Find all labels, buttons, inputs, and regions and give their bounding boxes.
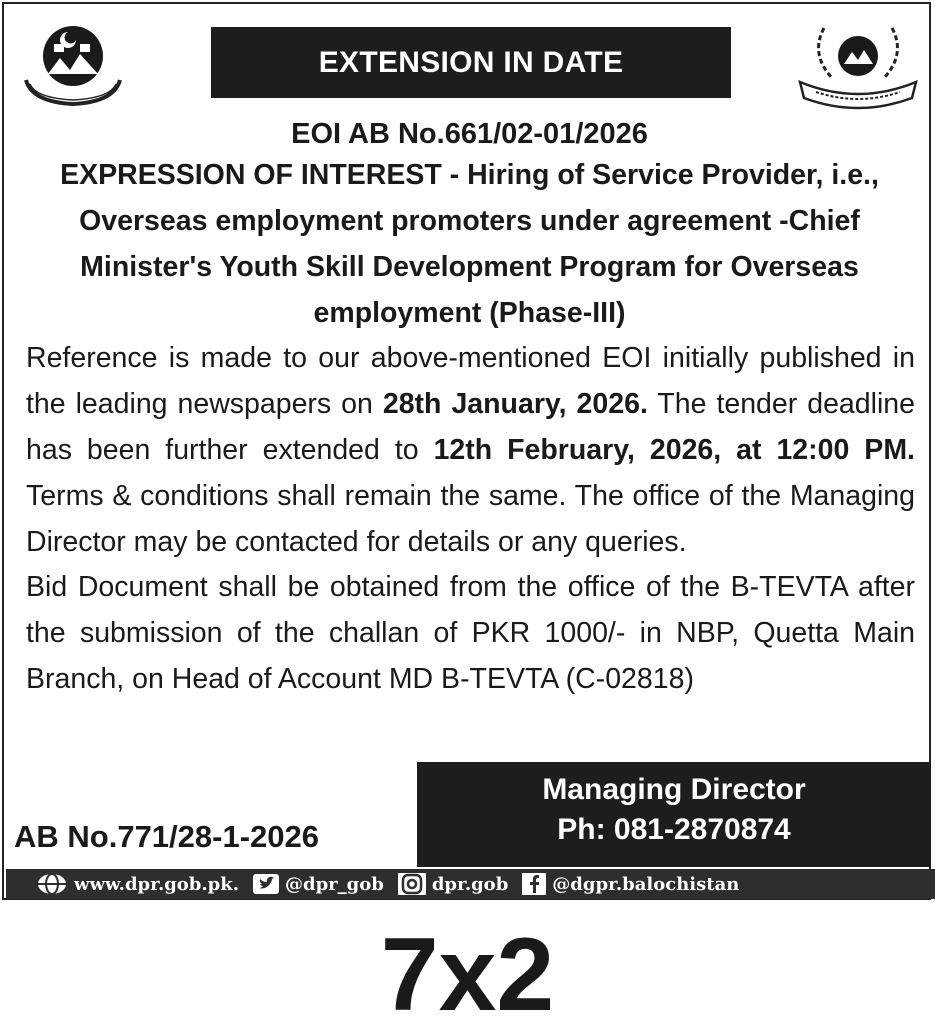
instagram-handle: dpr.gob [431, 873, 509, 895]
ad-size-label: 7x2 [380, 917, 555, 1033]
dgpr-emblem-icon [796, 14, 920, 110]
para1-text-3: Terms & conditions shall remain the same. The office of the Managing Director may be contacted for details or any queries. [26, 480, 915, 558]
banner-title: EXTENSION IN DATE [211, 27, 731, 98]
ab-number: AB No.771/28-1-2026 [14, 819, 319, 854]
footer-facebook[interactable] [522, 873, 739, 895]
balochistan-emblem-icon [18, 18, 128, 110]
bid-document-paragraph: Bid Document shall be obtained from the office of the B-TEVTA after the submission of the challan of PKR 1000/- in NBP, Quetta Main Branch, on Head of Account MD B-TEVTA (C-02818) [26, 571, 915, 695]
tender-title [2, 152, 935, 336]
signature-block [417, 762, 931, 867]
para1-text-1: Reference is made to our above-mentioned EOI initially published in the leading newspapers on [26, 342, 915, 420]
extension-paragraph [26, 335, 915, 565]
signature-phone: Ph: 081-2870874 [557, 813, 791, 846]
instagram-icon [398, 873, 426, 895]
original-date: 28th January, 2026. [382, 388, 648, 420]
tender-title-lead: EXPRESSION OF INTEREST [60, 159, 442, 191]
globe-icon [36, 873, 68, 895]
website-text: www.dpr.gob.pk. [74, 873, 239, 895]
para1-text-2: The tender deadline has been further extended to [26, 388, 915, 466]
signature-designation: Managing Director [542, 773, 806, 806]
twitter-icon [253, 874, 279, 894]
twitter-handle: @dpr_gob [284, 873, 384, 895]
advertisement-frame [2, 2, 931, 900]
footer-instagram[interactable] [398, 873, 508, 895]
footer-twitter[interactable] [253, 874, 384, 895]
facebook-icon [522, 873, 546, 895]
footer-website[interactable] [36, 873, 239, 895]
tender-title-rest: - Hiring of Service Provider, i.e., Overseas employment promoters under agreement -Chief Minister's Youth Skill Development Program for Overseas employment (Phase-III) [79, 159, 879, 329]
new-deadline: 12th February, 2026, at 12:00 PM. [433, 434, 915, 466]
reference-number: EOI AB No.661/02-01/2026 [291, 118, 648, 150]
facebook-handle: @dgpr.balochistan [552, 873, 740, 895]
footer-bar [6, 869, 935, 899]
